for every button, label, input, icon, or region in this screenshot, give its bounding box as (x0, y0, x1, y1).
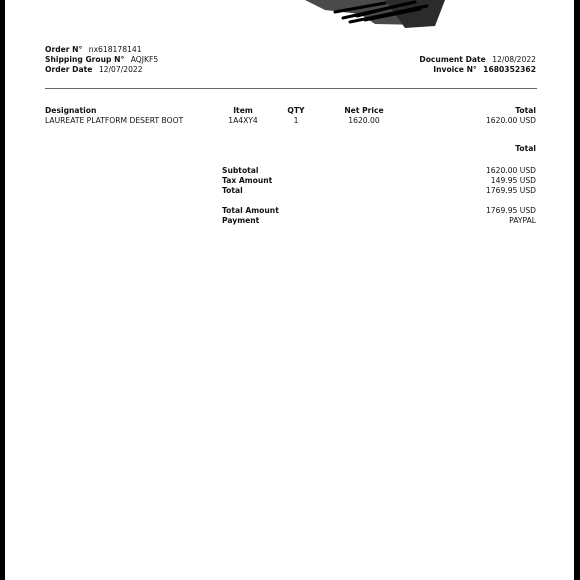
row-item: 1A4XY4 (228, 116, 258, 125)
subtotal-label: Subtotal (222, 166, 259, 175)
payment-value: PAYPAL (509, 216, 536, 225)
shipping-group: AQJKF5 (130, 55, 159, 64)
col-header-net-price: Net Price (344, 106, 384, 115)
subtotal-value: 1620.00 USD (485, 166, 536, 175)
shipping-group-label: Shipping Group N° (45, 55, 125, 64)
col-header-qty: QTY (287, 106, 305, 115)
tax-amount-value: 149.95 USD (490, 176, 536, 185)
total-label: Total (222, 186, 243, 195)
document-date-row (419, 55, 536, 65)
tax-amount-label: Tax Amount (222, 176, 273, 185)
invoice-number: 1680352362 (483, 65, 536, 74)
total-value: 1769.95 USD (485, 186, 536, 195)
shipping-group-row (45, 55, 158, 65)
row-total: 1620.00 USD (485, 116, 536, 125)
order-date-row (45, 65, 143, 75)
order-number-row (45, 45, 142, 55)
document-date-label: Document Date (419, 55, 486, 64)
invoice-number-label: Invoice N° (433, 65, 477, 74)
row-net-price: 1620.00 (348, 116, 380, 125)
header-divider (45, 88, 537, 89)
order-date: 12/07/2022 (98, 65, 143, 74)
payment-label: Payment (222, 216, 260, 225)
total-amount-label: Total Amount (222, 206, 279, 215)
order-number: nx618178141 (88, 45, 142, 54)
row-qty: 1 (293, 116, 299, 125)
order-date-label: Order Date (45, 65, 93, 74)
redaction-scribble (265, 0, 465, 32)
invoice-number-row (433, 65, 536, 75)
col-header-designation: Designation (45, 106, 97, 115)
document-date: 12/08/2022 (492, 55, 536, 64)
col-header-total: Total (515, 106, 536, 115)
order-number-label: Order N° (45, 45, 83, 54)
summary-total-header: Total (515, 144, 536, 153)
invoice-page (5, 0, 574, 580)
col-header-item: Item (233, 106, 253, 115)
total-amount-value: 1769.95 USD (485, 206, 536, 215)
row-designation: LAUREATE PLATFORM DESERT BOOT (45, 116, 184, 125)
